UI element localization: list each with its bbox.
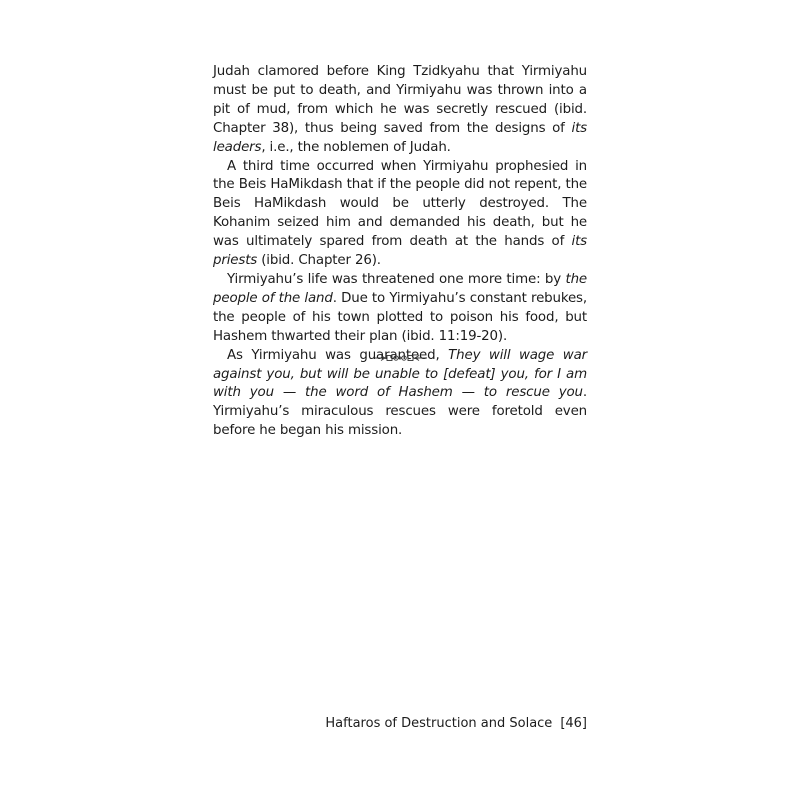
text-run: As Yirmiyahu was guaranteed, xyxy=(227,347,449,363)
text-run: Judah clamored before King Tzidkyahu that Yirmiyahu must be put to death, and Yirmiyahu was thrown into a pit of mud, from which he was secretly rescued (ibid. Chapter 38), thus being saved from the designs of xyxy=(213,64,587,136)
italic-quote: the people of the land xyxy=(213,271,587,306)
italic-quote: its priests xyxy=(213,234,587,269)
text-run: . Yirmiyahu’s miraculous rescues were foretold even before he began his mission. xyxy=(213,385,587,439)
italic-quote: its leaders xyxy=(213,120,587,155)
page-number: [46] xyxy=(560,716,587,731)
text-run: , i.e., the noblemen of Judah. xyxy=(261,139,451,155)
italic-quote: They will wage war against you, but will be unable to [defeat] you, for I am with you — the word of Hashem — to rescue you xyxy=(213,347,587,401)
text-run: Yirmiyahu’s life was threatened one more time: by xyxy=(227,271,566,287)
paragraph xyxy=(213,63,587,158)
page-footer xyxy=(0,716,587,731)
text-run: . Due to Yirmiyahu’s constant rebukes, the people of his town plotted to poison his food, but Hashem thwarted their plan (ibid. 11:19-20). xyxy=(213,290,587,344)
body-text xyxy=(213,63,587,441)
text-run: A third time occurred when Yirmiyahu prophesied in the Beis HaMikdash that if the people did not repent, the Beis HaMikdash would be utterly destroyed. The Kohanim seized him and demanded his death, but he was ultimately spared from death at the hands of xyxy=(213,158,587,250)
paragraph xyxy=(213,158,587,271)
paragraph xyxy=(213,271,587,347)
running-footer-title: Haftaros of Destruction and Solace xyxy=(325,716,553,731)
text-run: (ibid. Chapter 26). xyxy=(257,253,381,269)
section-divider-ornament xyxy=(372,353,428,363)
